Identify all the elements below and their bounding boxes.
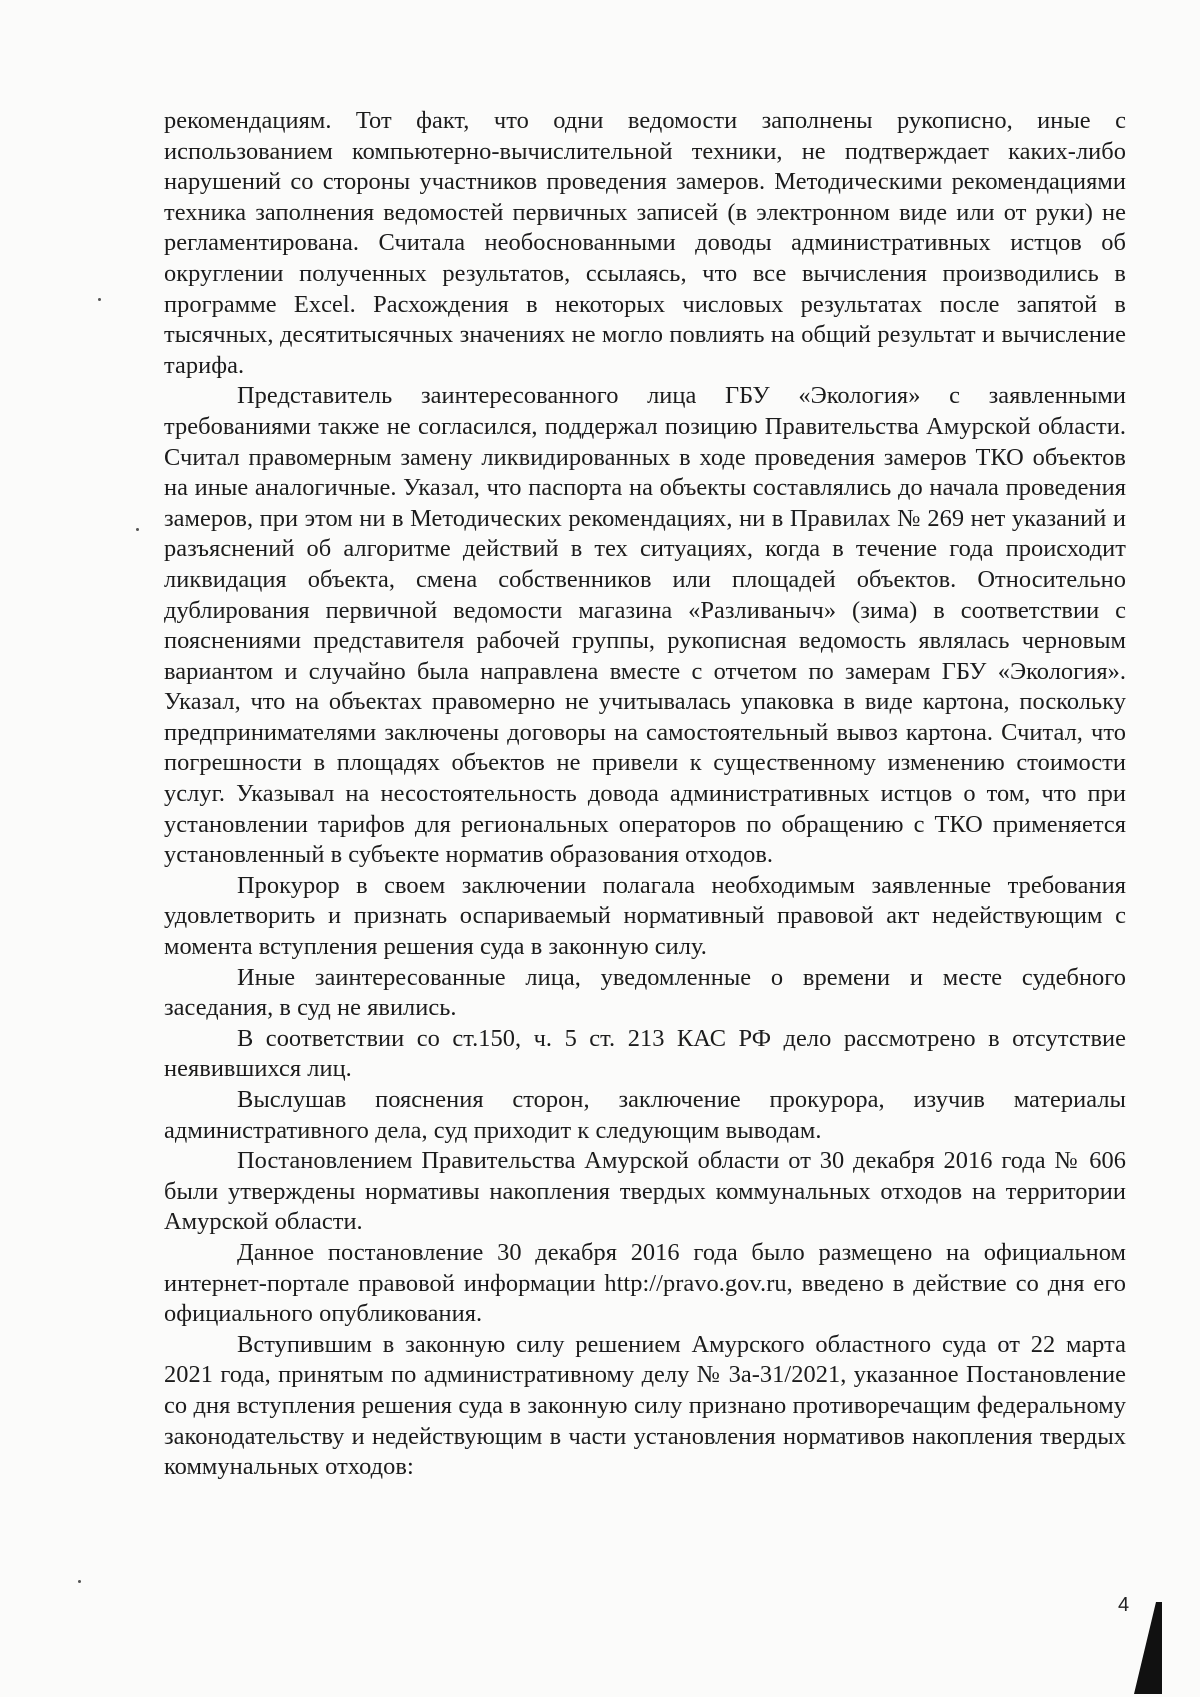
scan-speck	[136, 528, 139, 531]
paragraph: Вступившим в законную силу решением Амурского областного суда от 22 марта 2021 года, принятым по административному делу № 3а-31/2021, указанное Постановление со дня вступления решения суда в законную силу признано противоречащим федеральному законодательству и недействующим в части установления нормативов накопления твердых коммунальных отходов:	[164, 1330, 1126, 1481]
paragraph: Прокурор в своем заключении полагала необходимым заявленные требования удовлетворить и признать оспариваемый нормативный правовой акт недействующим с момента вступления решения суда в законную силу.	[164, 871, 1126, 961]
document-body	[164, 106, 1126, 1483]
page-number: 4	[1118, 1594, 1130, 1616]
scan-speck	[98, 298, 101, 301]
paragraph: Выслушав пояснения сторон, заключение прокурора, изучив материалы административного дела, суд приходит к следующим выводам.	[164, 1086, 1126, 1144]
paragraph: рекомендациям. Тот факт, что одни ведомости заполнены рукописно, иные с использованием компьютерно-вычислительной техники, не подтверждает каких-либо нарушений со стороны участников проведения замеров. Методическими рекомендациями техника заполнения ведомостей первичных записей (в электронном виде или от руки) не регламентирована. Считала необоснованными доводы административных истцов об округлении полученных результатов, ссылаясь, что все вычисления производились в программе Excel. Расхождения в некоторых числовых результатах после запятой в тысячных, десятитысячных значениях не могло повлиять на общий результат и вычисление тарифа.	[164, 107, 1126, 379]
paragraph: Постановлением Правительства Амурской области от 30 декабря 2016 года № 606 были утверждены нормативы накопления твердых коммунальных отходов на территории Амурской области.	[164, 1147, 1126, 1236]
scan-speck	[78, 1580, 81, 1583]
paragraph: Представитель заинтересованного лица ГБУ «Экология» с заявленными требованиями также не согласился, поддержал позицию Правительства Амурской области. Считал правомерным замену ликвидированных в ходе проведения замеров ТКО объектов на иные аналогичные. Указал, что паспорта на объекты составлялись до начала проведения замеров, при этом ни в Методических рекомендациях, ни в Правилах № 269 нет указаний и разъяснений об алгоритме действий в тех ситуациях, когда в течение года происходит ликвидация объекта, смена собственников или площадей объектов. Относительно дублирования первичной ведомости магазина «Разливаныч» (зима) в соответствии с пояснениями представителя рабочей группы, рукописная ведомость являлась черновым вариантом и случайно была направлена вместе с отчетом по замерам ГБУ «Экология». Указал, что на объектах правомерно не учитывалась упаковка в виде картона, поскольку предпринимателями заключены договоры на самостоятельный вывоз картона. Считал, что погрешности в площадях объектов не привели к существенному изменению стоимости услуг. Указывал на несостоятельность довода административных истцов о том, что при установлении тарифов для региональных операторов по обращению с ТКО применяется установленный в субъекте норматив образования отходов.	[164, 382, 1126, 869]
paragraph: В соответствии со ст.150, ч. 5 ст. 213 КАС РФ дело рассмотрено в отсутствие неявившихся лиц.	[164, 1024, 1126, 1083]
paragraph: Иные заинтересованные лица, уведомленные о времени и месте судебного заседания, в суд не явились.	[164, 963, 1126, 1022]
binding-mark-icon	[1134, 1602, 1162, 1694]
paragraph: Данное постановление 30 декабря 2016 года было размещено на официальном интернет-портале правовой информации http://pravo.gov.ru, введено в действие со дня его официального опубликования.	[164, 1238, 1126, 1328]
